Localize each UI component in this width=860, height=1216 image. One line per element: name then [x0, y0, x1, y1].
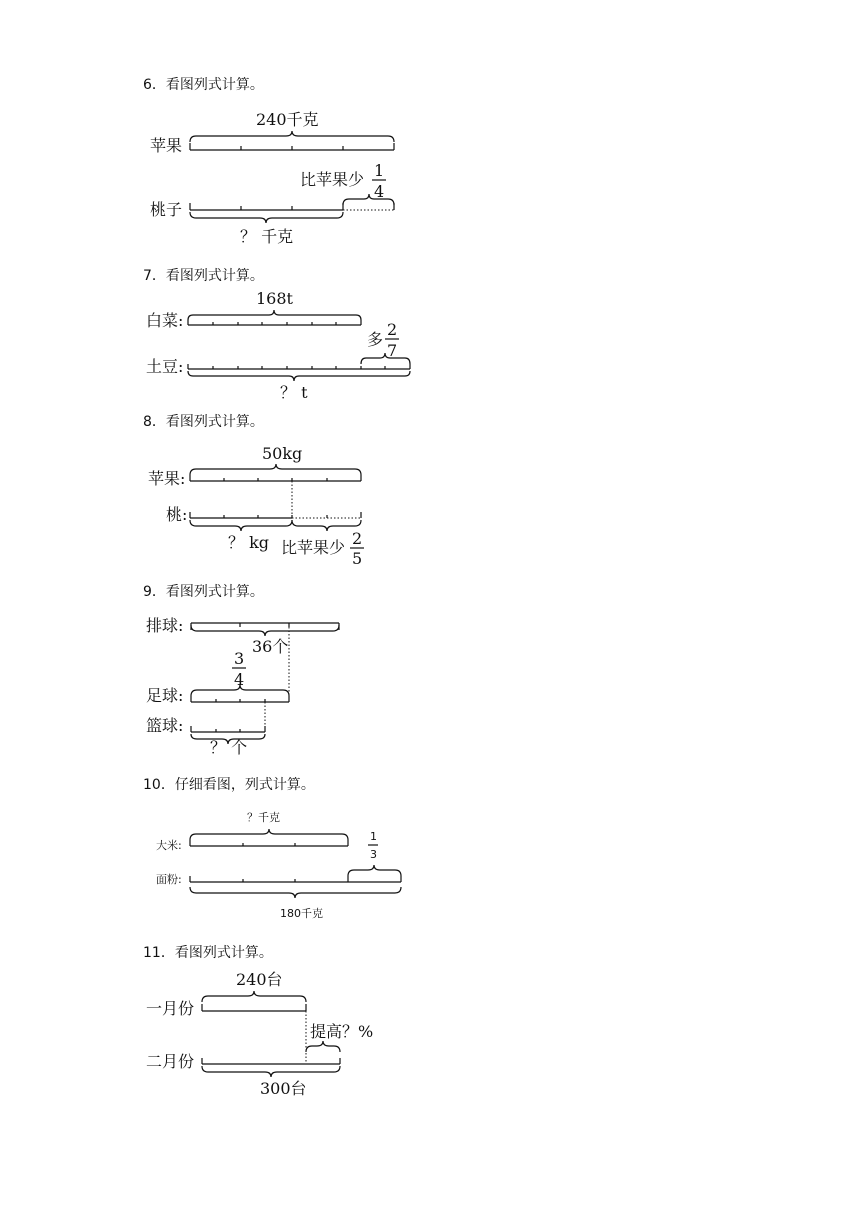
q10-frac-den: 3	[370, 848, 377, 861]
q10-row1-label: 大米:	[156, 839, 182, 852]
q8-peach-ticks	[190, 512, 361, 518]
question-8-title: 8．看图列式计算。	[143, 414, 264, 430]
q11-top-brace	[202, 991, 306, 1002]
q8-row2-label: 桃:	[166, 505, 188, 524]
diagram-q7	[146, 289, 410, 402]
q6-relation-label: 比苹果少	[300, 170, 365, 189]
diagram-q11	[146, 970, 373, 1098]
q6-bottom-brace	[190, 212, 343, 223]
q7-fraction-brace	[361, 353, 410, 364]
diagram-q9	[146, 616, 339, 757]
q11-bottom-label: 300台	[260, 1079, 307, 1098]
q10-bottom-brace	[190, 887, 401, 898]
q7-relation-label: 多	[367, 330, 384, 349]
q7-row1-label: 白菜:	[146, 311, 184, 330]
question-7-title: 7．看图列式计算。	[143, 268, 264, 284]
q6-question-label: ？ 千克	[240, 227, 294, 246]
q9-count-label: 36个	[252, 637, 289, 656]
diagram-q6	[150, 110, 394, 246]
q7-potato-ticks	[188, 364, 410, 369]
q9-frac-num: 3	[234, 649, 245, 668]
q6-frac-den: 4	[374, 182, 385, 201]
q10-bottom-label: 180千克	[280, 907, 323, 920]
q9-volleyball-ticks	[191, 623, 339, 630]
question-9-title: 9．看图列式计算。	[143, 584, 264, 600]
question-11-title: 11．看图列式计算。	[143, 945, 273, 961]
q9-row2-label: 足球:	[146, 686, 184, 705]
q7-row2-label: 土豆:	[146, 357, 184, 376]
q6-fraction-brace	[343, 194, 394, 205]
q9-football-ticks	[191, 696, 289, 702]
q11-bottom-brace	[202, 1066, 340, 1077]
q9-football-brace	[191, 685, 289, 696]
q7-frac-den: 7	[387, 341, 398, 360]
q10-fraction-brace	[348, 865, 401, 876]
q9-basketball-ticks	[191, 726, 265, 732]
q9-count-brace	[191, 625, 339, 636]
diagram-q10	[156, 810, 401, 920]
q10-rice-ticks	[190, 840, 348, 846]
q6-row2-label: 桃子	[150, 200, 183, 219]
q6-row1-label: 苹果	[150, 136, 183, 155]
question-10-title: 10．仔细看图，列式计算。	[143, 777, 315, 793]
q11-increase-brace	[306, 1041, 340, 1052]
q7-frac-num: 2	[387, 320, 398, 339]
q11-total-label: 240台	[236, 970, 283, 989]
q7-question-label: ？ t	[280, 383, 308, 402]
q11-row1-label: 一月份	[146, 999, 195, 1018]
diagram-q8	[148, 444, 364, 568]
q11-row2-label: 二月份	[146, 1052, 195, 1071]
q8-left-bottom-brace	[190, 520, 292, 531]
q10-row2-label: 面粉:	[156, 873, 182, 886]
q8-total-label: 50kg	[262, 444, 303, 463]
q8-row1-label: 苹果:	[148, 469, 186, 488]
q9-frac-den: 4	[234, 670, 245, 689]
q10-frac-num: 1	[370, 830, 377, 843]
q8-apple-ticks	[190, 475, 361, 481]
q9-row1-label: 排球:	[146, 616, 184, 635]
q7-top-brace	[188, 310, 361, 320]
q10-total-label: ？千克	[247, 811, 280, 824]
q9-row3-label: 篮球:	[146, 716, 184, 735]
q8-frac-den: 5	[352, 549, 363, 568]
q11-relation-label: 提高？%	[310, 1022, 374, 1041]
q6-frac-num: 1	[374, 161, 385, 180]
q8-top-brace	[190, 464, 361, 475]
q8-relation-label: 比苹果少	[281, 538, 346, 557]
q6-total-label: 240千克	[256, 110, 319, 129]
q6-top-brace	[190, 131, 394, 142]
q7-total-label: 168t	[256, 289, 293, 308]
q8-question-label: ？ kg	[228, 533, 270, 552]
q8-frac-num: 2	[352, 529, 363, 548]
q10-top-brace	[190, 829, 348, 840]
question-6-title: 6．看图列式计算。	[143, 77, 264, 93]
q9-question-label: ？ 个	[210, 738, 248, 757]
q8-right-bottom-brace	[292, 520, 361, 531]
q10-flour-ticks	[190, 876, 401, 882]
q7-bottom-brace	[188, 371, 410, 381]
q7-cabbage-ticks	[188, 320, 361, 325]
